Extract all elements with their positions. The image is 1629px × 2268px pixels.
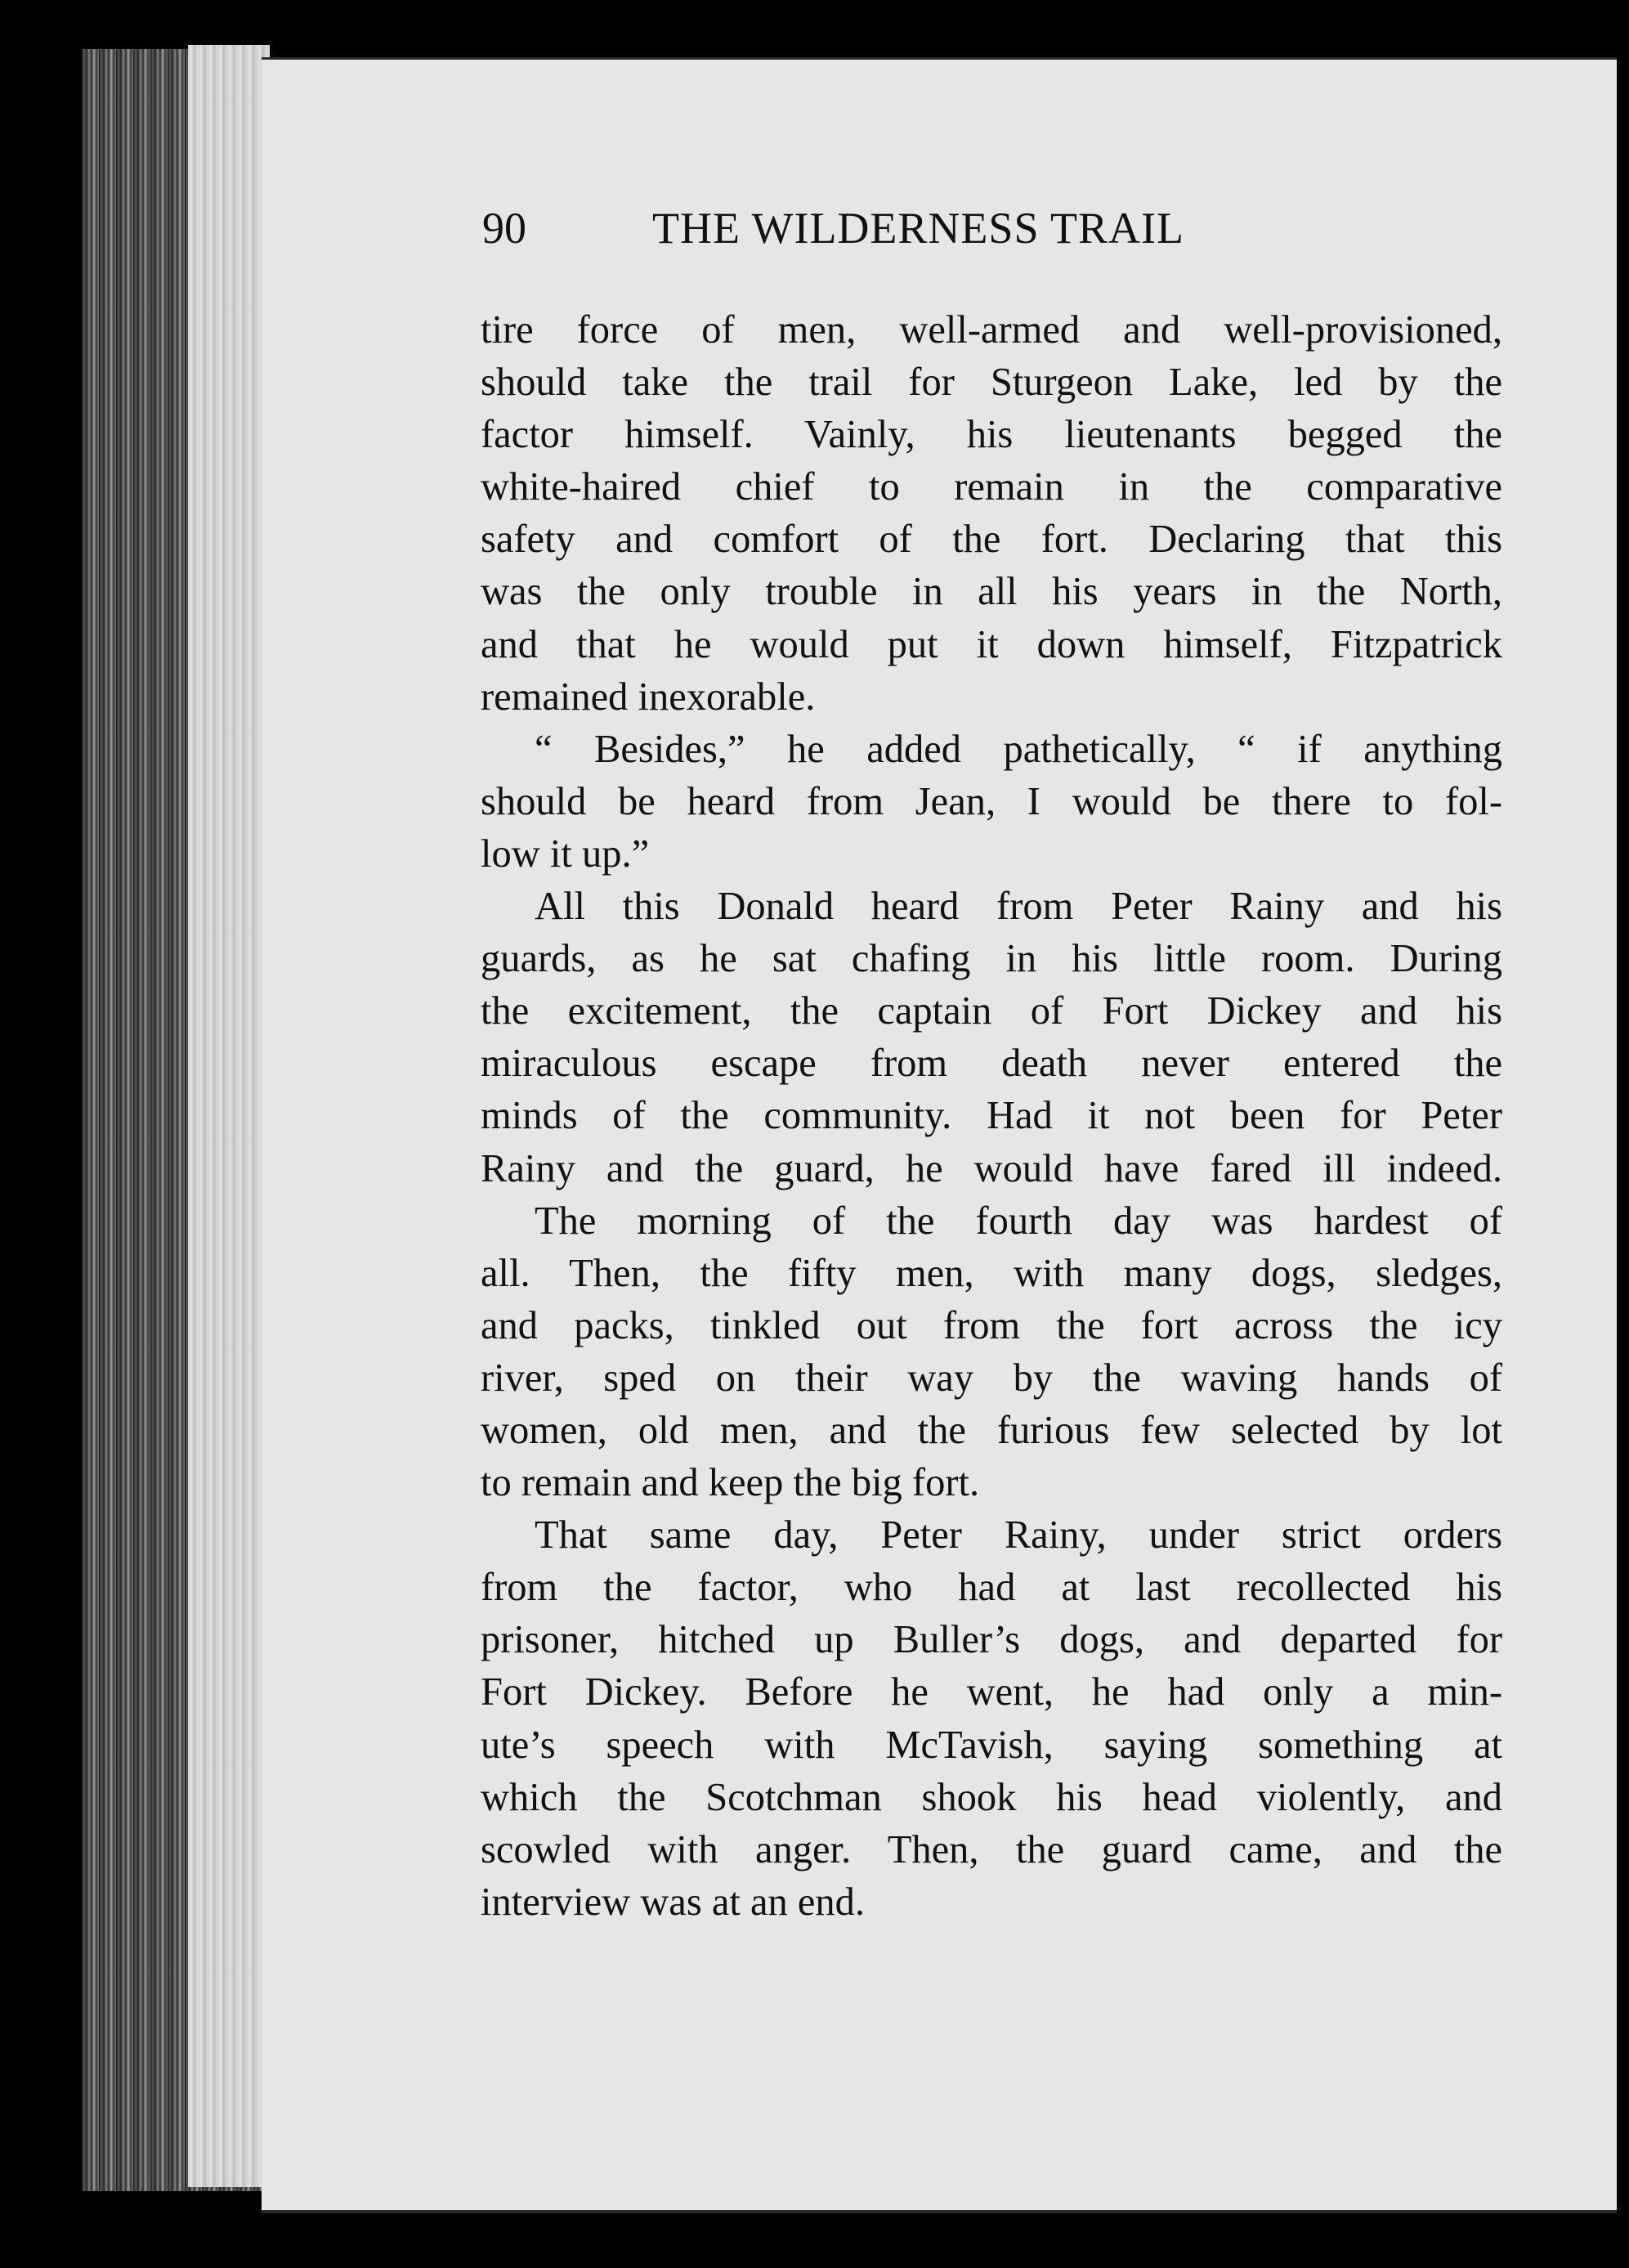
text-line: women, old men, and the furious few selected by lot [481,1408,1502,1452]
text-line: which the Scotchman shook his head violently, and [481,1775,1502,1819]
text-line: the excitement, the captain of Fort Dickey and his [481,989,1502,1033]
text-line: interview was at an end. [481,1880,866,1924]
text-line: from the factor, who had at last recollected his [481,1566,1502,1610]
text-line: Rainy and the guard, he would have fared ill indeed. [481,1146,1502,1190]
text-line: prisoner, hitched up Buller’s dogs, and departed for [481,1618,1502,1662]
text-line: safety and comfort of the fort. Declaring that this [481,518,1502,562]
text-line: guards, as he sat chafing in his little room. During [481,937,1502,981]
text-line: “ Besides,” he added pathetically, “ if anything [535,727,1502,771]
text-line: should be heard from Jean, I would be there to fol- [481,779,1502,823]
text-line: scowled with anger. Then, the guard came, and the [481,1827,1502,1871]
text-line: was the only trouble in all his years in the North, [481,570,1502,614]
text-line: miraculous escape from death never entered the [481,1042,1502,1086]
text-line: low it up.” [481,831,650,876]
text-line: all. Then, the fifty men, with many dogs, sledges, [481,1251,1502,1295]
book-page-edges-inner [188,45,270,2187]
running-head [482,203,1504,268]
text-line: The morning of the fourth day was hardest of [535,1199,1502,1243]
text-line: white-haired chief to remain in the comparative [481,465,1502,509]
text-line: All this Donald heard from Peter Rainy and his [535,885,1502,929]
text-line: remained inexorable. [481,675,816,719]
text-line: should take the trail for Sturgeon Lake, led by the [481,361,1502,405]
text-line: and packs, tinkled out from the fort across the icy [481,1303,1502,1347]
text-line: factor himself. Vainly, his lieutenants begged the [481,413,1502,457]
text-line: to remain and keep the big fort. [481,1461,980,1505]
text-line: and that he would put it down himself, Fitzpatrick [481,622,1502,666]
page-number: 90 [482,204,526,253]
text-line: Fort Dickey. Before he went, he had only a min- [481,1670,1502,1714]
text-line: minds of the community. Had it not been for Peter [481,1094,1502,1138]
text-line: That same day, Peter Rainy, under strict orders [535,1513,1502,1558]
running-title: THE WILDERNESS TRAIL [652,204,1184,253]
text-line: tire force of men, well-armed and well-provisioned, [481,308,1502,352]
text-line: river, sped on their way by the waving hands of [481,1356,1502,1400]
text-line: ute’s speech with McTavish, saying something at [481,1723,1502,1767]
body-text [481,304,1502,1929]
